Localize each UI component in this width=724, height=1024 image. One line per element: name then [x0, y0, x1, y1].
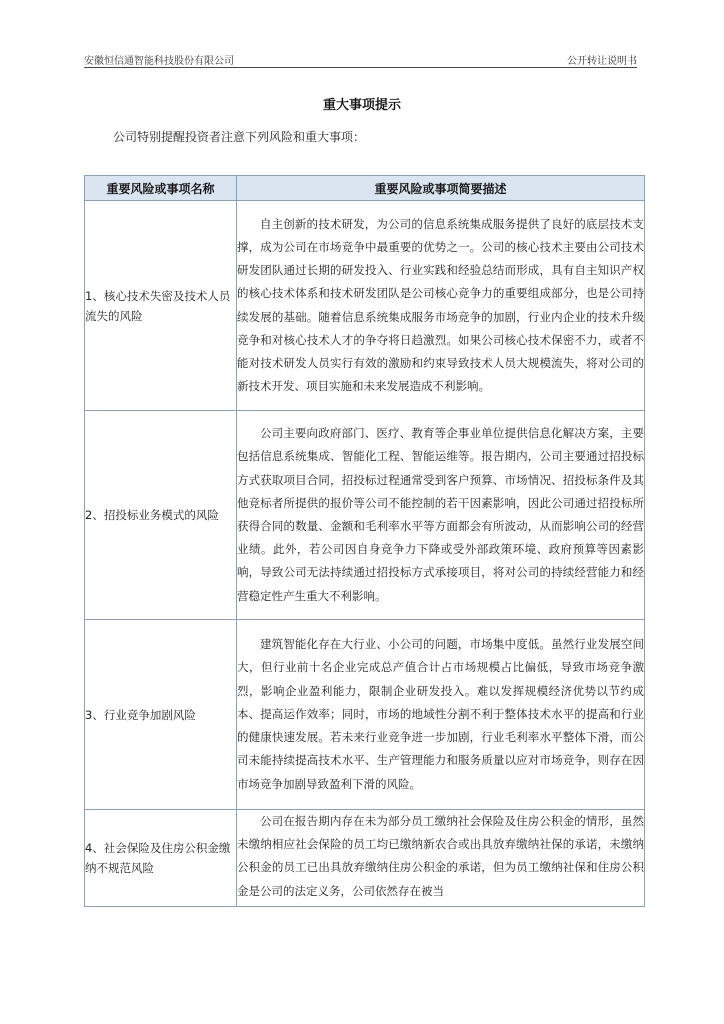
table-row: [85, 810, 645, 907]
column-header-description: 重要风险或事项简要描述: [237, 176, 645, 201]
page-header: [84, 52, 637, 66]
header-document-type: 公开转让说明书: [567, 56, 637, 67]
table-row: [85, 411, 645, 620]
risk-description-cell: [237, 810, 645, 907]
intro-text: 公司特别提醒投资者注意下列风险和重大事项：: [113, 130, 366, 144]
page-title: 重大事项提示: [322, 98, 401, 113]
risk-name-cell: 1、核心技术失密及技术人员流失的风险: [85, 201, 237, 411]
table-row: [85, 201, 645, 411]
header-company-name: 安徽恒信通智能科技股份有限公司: [84, 56, 234, 67]
risk-table: [84, 175, 645, 907]
risk-description-text: 公司在报告期内存在未为部分员工缴纳社会保险及住房公积金的情形，虽然未缴纳相应社会保险的员工均已缴纳新农合或出具放弃缴纳社保的承诺，未缴纳公积金的员工已出具放弃缴纳住房公积金的承诺，但为员工缴纳社保和住房公积金是公司的法定义务，公司依然存在被当: [237, 814, 644, 898]
risk-description-cell: 公司主要向政府部门、医疗、教育等企事业单位提供信息化解决方案，主要包括信息系统集成、智能化工程、智能运维等。报告期内，公司主要通过招投标方式获取项目合同，招投标过程通常受到客户预算、市场情况、招投标条件及其他竞标者所提供的报价等公司不能控制的若干因素影响，因此公司通过招投标所获得合同的数量、金额和毛利率水平等方面都会有所波动，从而影响公司的经营业绩。此外，若公司因自身竞争力下降或受外部政策环境、政府预算等因素影响，导致公司无法持续通过招投标方式承接项目，将对公司的持续经营能力和经营稳定性产生重大不利影响。: [237, 411, 645, 620]
risk-description-cell: 建筑智能化存在大行业、小公司的问题，市场集中度低。虽然行业发展空间大，但行业前十名企业完成总产值合计占市场规模占比偏低，导致市场竞争激烈，影响企业盈利能力，限制企业研发投入。难以发挥规模经济优势以节约成本、提高运作效率；同时，市场的地域性分割不利于整体技术水平的提高和行业的健康快速发展。若未来行业竞争进一步加剧，行业毛利率水平整体下滑，而公司未能持续提高技术水平、生产管理能力和服务质量以应对市场竞争，则存在因市场竞争加剧导致盈利下滑的风险。: [237, 620, 645, 810]
header-divider: [84, 67, 637, 68]
risk-name-cell: 4、社会保险及住房公积金缴纳不规范风险: [85, 810, 237, 907]
risk-description-cell: 自主创新的技术研发，为公司的信息系统集成服务提供了良好的底层技术支撑，成为公司在市场竞争中最重要的优势之一。公司的核心技术主要由公司技术研发团队通过长期的研发投入、行业实践和经验总结而形成，具有自主知识产权的核心技术体系和技术研发团队是公司核心竞争力的重要组成部分，也是公司持续发展的基础。随着信息系统集成服务市场竞争的加剧，行业内企业的技术升级竞争和对核心技术人才的争夺将日趋激烈。如果公司核心技术保密不力，或者不能对技术研发人员实行有效的激励和约束导致技术人员大规模流失，将对公司的新技术开发、项目实施和未来发展造成不利影响。: [237, 201, 645, 411]
risk-name-cell: 2、招投标业务模式的风险: [85, 411, 237, 620]
column-header-name: 重要风险或事项名称: [85, 176, 237, 201]
table-header-row: [85, 176, 645, 201]
risk-name-cell: 3、行业竞争加剧风险: [85, 620, 237, 810]
table-row: [85, 620, 645, 810]
